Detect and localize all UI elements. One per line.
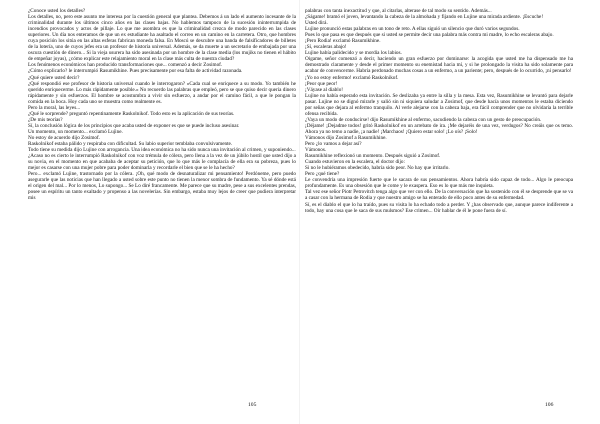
paragraph: ¡Déjame! ¡Dejadme todos! gritó Raskolnikof en un arrebato de ira. ¡Me dejaréis de una vez, verdugos? No creáis que os temo. Ahora ya no temo a nadie, ¡a nadie! ¡Marchaos! ¡Quiero estar solo! ¡Lo oís? ¡Solo! xyxy=(305,122,573,135)
page-number-left: 105 xyxy=(248,402,257,408)
paragraph: palabras con tanta inexactitud y que, al citarlas, alterase de tal modo su sentido. Además... xyxy=(305,8,492,14)
paragraph: Pero ¿lo vamos a dejar así? xyxy=(305,141,362,148)
paragraph: Pero ¿qué tiene? xyxy=(305,171,340,178)
left-page xyxy=(28,8,296,408)
paragraph: ¿Ságame! bramó el joven, levantando la cabeza de la almohada y fijando en Lujine una mirada ardiente. ¡Escuche! xyxy=(305,14,544,21)
paragraph: Vámonos. xyxy=(305,147,327,154)
paragraph: Raskolnikof estaba pálido y respiraba con dificultad. Su labio superior temblaba convulsivamente. xyxy=(28,141,233,148)
paragraph: ¿Qué le sorprende? preguntó repentinamente Raskolnikof. Todo esto es la aplicación de sus teorías. xyxy=(28,110,235,117)
paragraph: Pero... exclamó Lujine, trastornado por la cólera. ¡Oh, qué modo de desnaturalizar mi pensamiento! Perdóneme, pero puedo asegurarle que las noticias que han llegado a usted sobre este punto no tienen la menor sombra de fundamento. Ya sé dónde está el origen del mal... Por lo menos, Lo supongo... Se Lo diré francamente. Me parece que su madre, pese a sus excelentes prendas, posee un espíritu un tanto exaltado y propenso a las novelerías. Sin embargo, estaba muy lejos de creer que pudiera interpretar mis xyxy=(28,171,296,202)
paragraph: Si no le hubiéramos obedecido, habría sido peor. No hay que irritarlo. xyxy=(305,165,450,172)
paragraph: Lujine había palidecido y se mordía los labios. xyxy=(305,50,402,57)
paragraph: Rasumikhine reflexionó un momento. Después siguió a Zosimof. xyxy=(305,153,441,160)
paragraph: Los detalles, no, pero este asunto me interesa por la cuestión general que plantea. Debemos á un lado el aumento incesante de la criminalidad durante los últimos cinco años en las clases bajas. No hablemos tampoco de la sucesión ininterrumpida de incendios provocados y actos de pillaje. Lo que me asombra es que la criminalidad crezca de modo parecido en las clases superiores. Un día nos enteramos de que un ex estudiante ha asaltado el correo en un camino en la carretera. Otro, que hombres cuya posición los sitúa en las altas esferas fabrican moneda falsa. En Moscú se descubre una banda de falsificadores de billetes de la lotería, uno de cuyos jefes era un profesor de historia universal. Además, se da muerte a un secretario de embajada por una oscura cuestión de dinero... Si la vieja usurera ha sido asesinada por un hombre de la clase media (los mujiks no tienen el hábito de empeñar joyas), ¿cómo explicar este relajamiento moral en la clase más culta de nuestra ciudad? xyxy=(28,14,296,63)
paragraph: ¿Vaya un modo de conducirse! dijo Rasumikhine al enfermo, sacudiendo la cabeza con un gesto de preocupación. xyxy=(305,116,542,123)
paragraph: Pues lo que pasa es que después que si usted se permite decir una palabra más contra mi madre, lo echo escaleras abajo. xyxy=(305,32,554,39)
paragraph: No estoy de acuerdo dijo Zosimof. xyxy=(28,134,101,141)
paragraph: ¿Cómo explicarlo? le interrumpió Rasumikhine. Pues precisamente por esa falta de actividad razonada. xyxy=(28,68,243,75)
paragraph: ¿Qué quiere usted decir? xyxy=(28,74,80,81)
paragraph: ¿De mis teorías? xyxy=(28,116,63,123)
paragraph: Un momento, un momento... exclamó Lujine. xyxy=(28,128,123,135)
page-number-right: 106 xyxy=(545,402,554,408)
paragraph: Usted dirá. xyxy=(305,20,328,27)
page-gutter xyxy=(299,0,300,424)
paragraph: Oigame, señor comenzó a decir, haciendo un gran esfuerzo por dominarse: la acogida que usted me ha dispensado me ha demostrado claramente y desde el primer momento su enemistad hacia mí, y si he prolongado la visita ha sido solamente para acabar de convencerme. Habría perdonado muchas cosas a un enfermo, a un pariente; pero, después de lo ocurrido, ¡ni pensarlo! xyxy=(305,56,573,75)
paragraph: Sí, la conclusión lógica de los principios que acaba usted de exponer es que se puede incluso asesinar. xyxy=(28,122,240,129)
paragraph: ¿Qué respondió ese profesor de historia universal cuando le interrogaron? «Cada cual se enriquece a su modo. Yo también he querido enriquecerme. Lo más rápidamente posible.» No recuerdo las palabras que empleó, pero se que quiso decir quería dinero rápidamente y sin esfuerzos. El hombre se acostumbra a vivir sin esfuerzo, a andar por el camino fácil, a que le pongan la comida en la boca. Hoy cada uno se muestra como realmente es. xyxy=(28,80,296,105)
paragraph: ¡Váyase al diablo! xyxy=(305,86,344,93)
right-page xyxy=(305,8,573,408)
paragraph: Lujine no había esperado esta invitación. Se deslizaba ya entre la silla y la mesa. Esta vez, Rasumikhine se levantó para dejarle pasar. Lujine no se dignó mirarle y salió sin ni siquiera saludar a Zosimof, que desde hacía unos momentos le estaba diciendo por señas que dejara al enfermo tranquilo. Al verle alejarse con la cabeza baja, era fácil comprender que no olvidaría la terrible ofensa recibida. xyxy=(305,92,573,117)
paragraph: ¡Sí, escaleras abajo! xyxy=(305,44,347,51)
paragraph: ¿Conoce usted los detalles? xyxy=(28,8,86,14)
paragraph: Lujine pronunció estas palabras en un tono de reto. A ellas siguió un silencio que duró varios segundos. xyxy=(305,26,520,33)
paragraph: Todo tiene su medida dijo Lujine con arrogancia. Una idea económica no ha sido nunca una invitación al crimen, y suponiendo... xyxy=(28,147,296,154)
paragraph: ¡Pero Rodia! exclamó Rasumikhine. xyxy=(305,38,381,45)
paragraph: ¡Peor que peor! xyxy=(305,80,338,87)
paragraph: Pero la moral, las leyes... xyxy=(28,104,81,111)
paragraph: Vámonos dijo Zosimof a Rasumikhine. xyxy=(305,134,387,141)
paragraph: Tal vez ese señor Piotr Petrovitch tenga algo que ver con ello. De la conversación que ha sostenido con él se desprende que se va a casar con la hermana de Rodia y que nuestro amigo se ha enterado de ello poco antes de su enfermedad. xyxy=(305,189,573,202)
paragraph: Los fenómenos económicos han producido transformaciones que... comenzó a decir Zosimof. xyxy=(28,62,223,69)
paragraph: ¿Acaso no es cierto le interrumpió Raskolnikof con voz trémula de cólera, pero llena a la vez de un júbilo hostil que usted dijo a su novia, en el momento en que acababa de aceptar su petición, que lo que más le complacía de ella era su pobreza, pues lo mejor es casarse con una mujer pobre para poder dominarla y recordarle el bien que se le ha hecho? xyxy=(28,153,296,172)
paragraph: Cuando estuvieron en la escalera, el doctor dijo: xyxy=(305,159,405,166)
paragraph: Le convendría una impresión fuerte que le sacara de sus pensamientos. Ahora habría sido capaz de todo... Algo le preocupa profundamente. Es una obsesión que le come y le exaspera. Eso es lo que más me inquieta. xyxy=(305,177,573,190)
paragraph: Sí, es el diablo el que lo ha traído, pues su visita lo ha echado todo a perder. Y ¿has observado que, aunque parece indiferente a todo, hay una cosa que le saca de sus mulsmos? Ese crimen... Oír hablar de él le pone fuera de sí. xyxy=(305,201,573,214)
paragraph: ¡Yo no estoy enfermo! exclamó Raskolnikof. xyxy=(305,74,399,81)
